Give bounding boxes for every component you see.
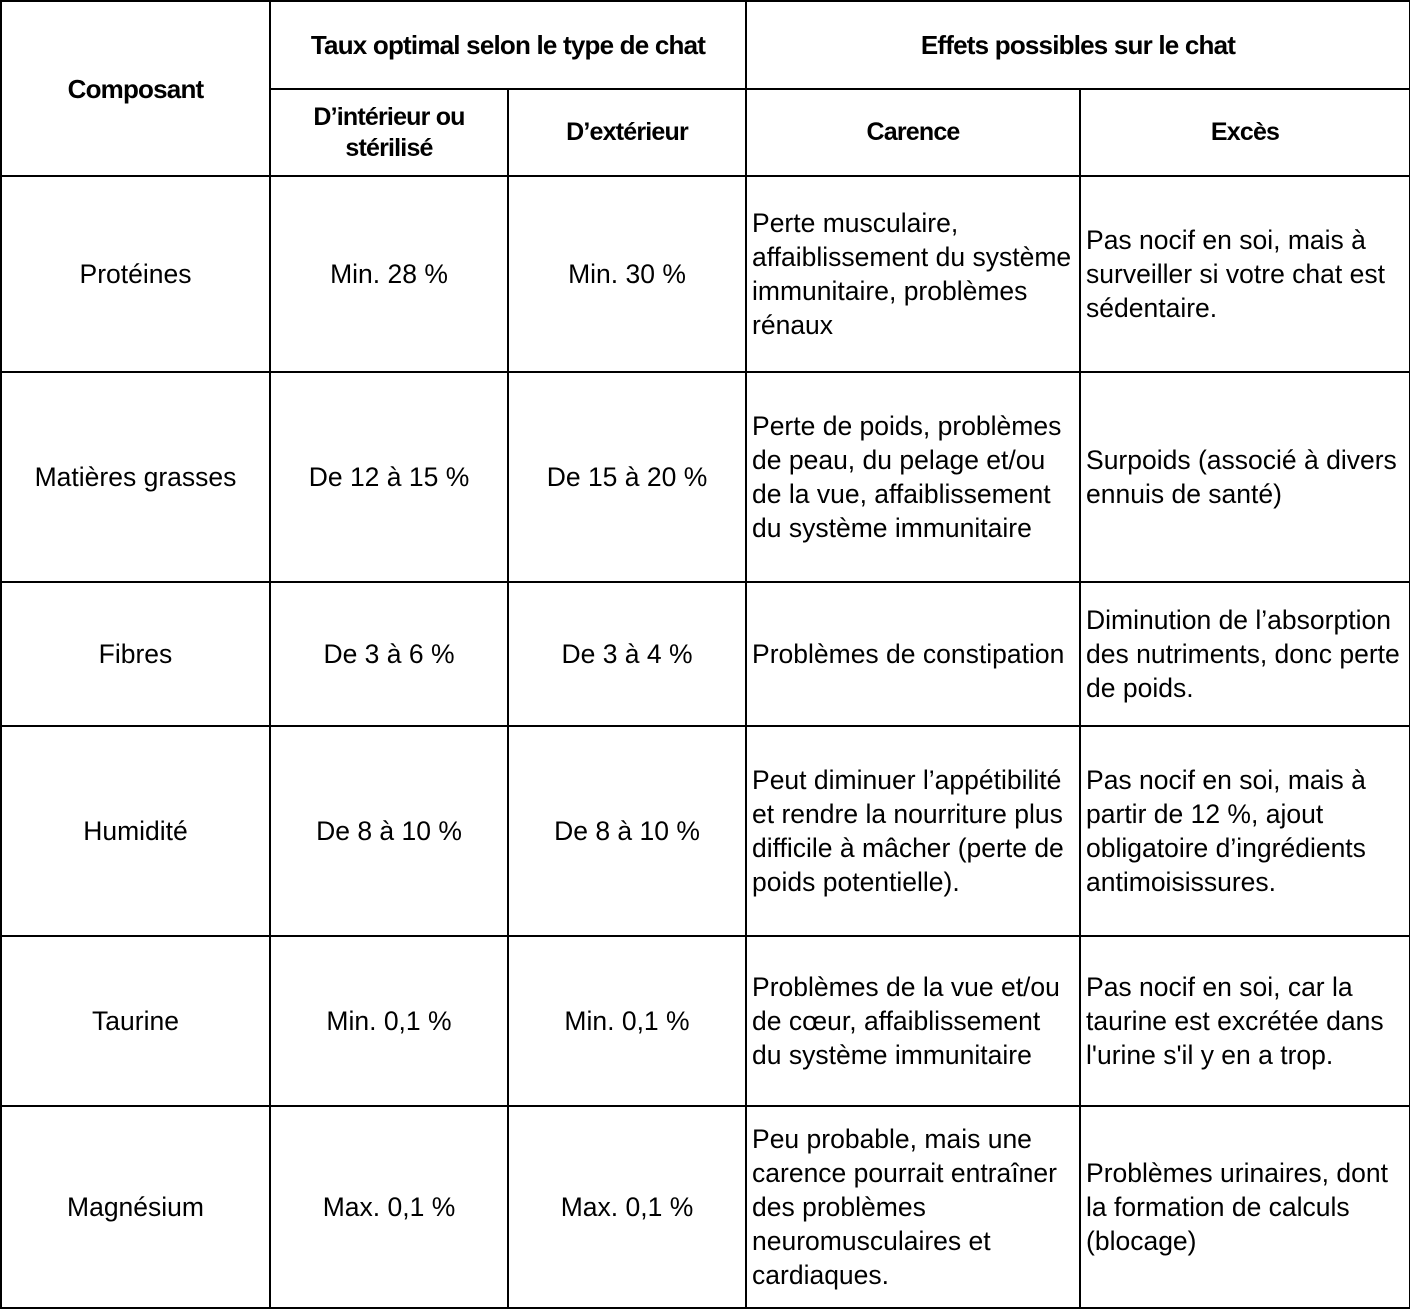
table-row — [1, 372, 1410, 582]
cell-deficiency: Problèmes de constipation — [746, 582, 1080, 726]
cell-deficiency: Perte de poids, problèmes de peau, du pelage et/ou de la vue, affaiblissement du système immunitaire — [746, 372, 1080, 582]
cell-outdoor: De 3 à 4 % — [508, 582, 746, 726]
header-optimal-rate: Taux optimal selon le type de chat — [270, 1, 746, 89]
cell-excess: Diminution de l’absorption des nutriments, donc perte de poids. — [1080, 582, 1410, 726]
cell-indoor: Max. 0,1 % — [270, 1106, 508, 1308]
cell-deficiency: Peu probable, mais une carence pourrait entraîner des problèmes neuromusculaires et cardiaques. — [746, 1106, 1080, 1308]
table-row — [1, 582, 1410, 726]
cell-outdoor: Max. 0,1 % — [508, 1106, 746, 1308]
cell-component: Humidité — [1, 726, 270, 936]
table-row — [1, 936, 1410, 1106]
cell-indoor: De 12 à 15 % — [270, 372, 508, 582]
header-excess: Excès — [1080, 89, 1410, 176]
cell-component: Fibres — [1, 582, 270, 726]
header-outdoor: D’extérieur — [508, 89, 746, 176]
table-row — [1, 176, 1410, 372]
table-header — [1, 1, 1410, 176]
cell-deficiency: Perte musculaire, affaiblissement du système immunitaire, problèmes rénaux — [746, 176, 1080, 372]
cell-excess: Pas nocif en soi, mais à surveiller si votre chat est sédentaire. — [1080, 176, 1410, 372]
table-row — [1, 1106, 1410, 1308]
cell-indoor: Min. 28 % — [270, 176, 508, 372]
cell-deficiency: Problèmes de la vue et/ou de cœur, affaiblissement du système immunitaire — [746, 936, 1080, 1106]
cell-outdoor: Min. 30 % — [508, 176, 746, 372]
header-row-top — [1, 1, 1410, 89]
header-possible-effects: Effets possibles sur le chat — [746, 1, 1410, 89]
cell-indoor: De 3 à 6 % — [270, 582, 508, 726]
cell-excess: Problèmes urinaires, dont la formation de calculs (blocage) — [1080, 1106, 1410, 1308]
cell-component: Protéines — [1, 176, 270, 372]
cell-indoor: Min. 0,1 % — [270, 936, 508, 1106]
table-body — [1, 176, 1410, 1308]
header-indoor: D’intérieur ou stérilisé — [270, 89, 508, 176]
header-component: Composant — [1, 1, 270, 176]
cell-component: Taurine — [1, 936, 270, 1106]
cell-component: Matières grasses — [1, 372, 270, 582]
cell-outdoor: Min. 0,1 % — [508, 936, 746, 1106]
cell-outdoor: De 8 à 10 % — [508, 726, 746, 936]
cell-excess: Pas nocif en soi, car la taurine est excrétée dans l'urine s'il y en a trop. — [1080, 936, 1410, 1106]
cell-excess: Surpoids (associé à divers ennuis de santé) — [1080, 372, 1410, 582]
cell-outdoor: De 15 à 20 % — [508, 372, 746, 582]
table-row — [1, 726, 1410, 936]
header-deficiency: Carence — [746, 89, 1080, 176]
cell-indoor: De 8 à 10 % — [270, 726, 508, 936]
cell-deficiency: Peut diminuer l’appétibilité et rendre la nourriture plus difficile à mâcher (perte de poids potentielle). — [746, 726, 1080, 936]
cell-excess: Pas nocif en soi, mais à partir de 12 %, ajout obligatoire d’ingrédients antimoisissures. — [1080, 726, 1410, 936]
cell-component: Magnésium — [1, 1106, 270, 1308]
